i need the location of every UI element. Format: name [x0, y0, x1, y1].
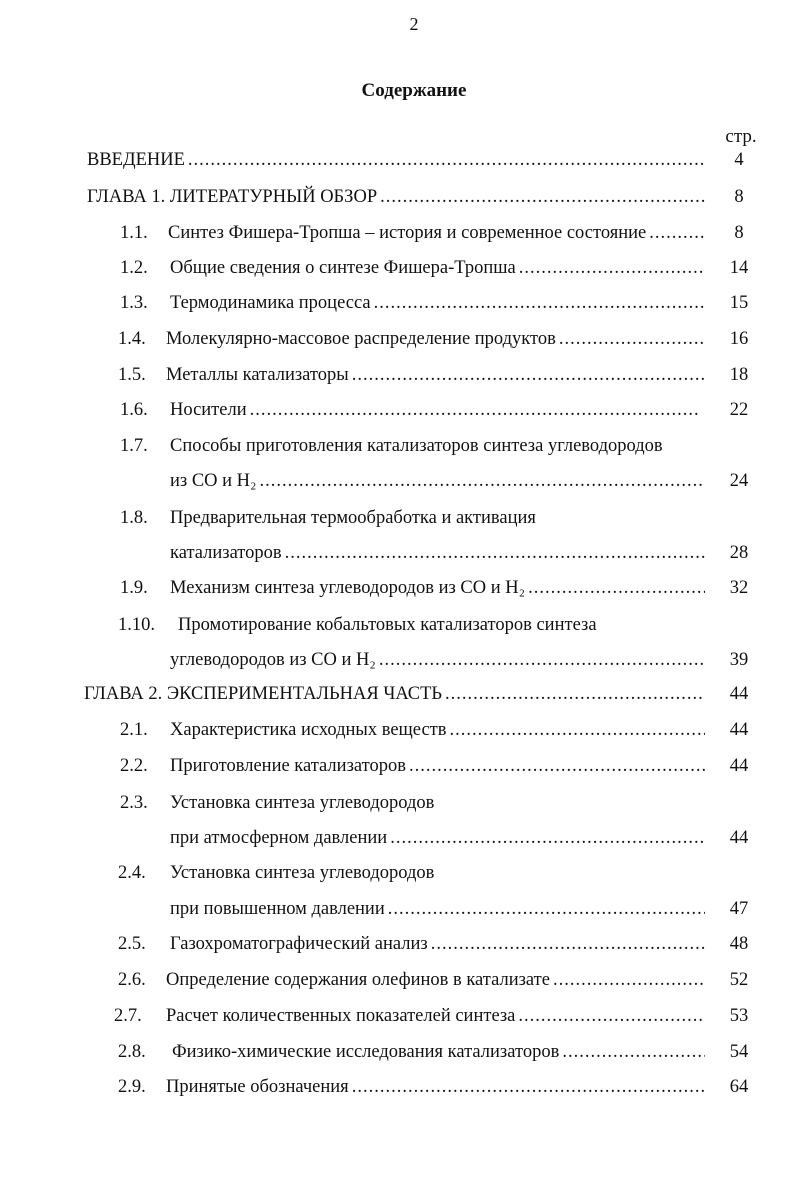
toc-entry-title: Установка синтеза углеводородов: [170, 863, 435, 883]
toc-entry-page: 16: [729, 329, 749, 349]
dot-leader: [409, 753, 705, 779]
toc-entry-number: 1.1.: [120, 223, 148, 243]
toc-entry-page: 64: [729, 1077, 749, 1097]
toc-entry-title: Промотирование кобальтовых катализаторов синтеза: [178, 615, 597, 635]
toc-entry-number: 1.10.: [118, 615, 155, 635]
toc-entry-title: Характеристика исходных веществ: [170, 720, 447, 740]
dot-leader: [188, 147, 705, 173]
toc-entry-title: Механизм синтеза углеводородов из СО и H₂: [170, 578, 526, 598]
toc-entry-number: 2.6.: [118, 970, 146, 990]
toc-entry-title: ВВЕДЕНИЕ: [87, 150, 185, 170]
dot-leader: [380, 184, 705, 210]
toc-entry-page: 44: [729, 684, 749, 704]
page-column-header: стр.: [725, 126, 757, 147]
toc-entry-page: 22: [729, 400, 749, 420]
dot-leader: [260, 468, 706, 494]
toc-entry-title: Установка синтеза углеводородов: [170, 793, 435, 813]
toc-entry-number: 1.3.: [120, 293, 148, 313]
toc-entry-page: 4: [734, 150, 744, 170]
toc-entry-title: Металлы катализаторы: [166, 365, 349, 385]
toc-entry-page: 47: [729, 899, 749, 919]
toc-entry-title: Носители: [170, 400, 247, 420]
toc-entry-page: 44: [729, 828, 749, 848]
toc-entry-title: Физико-химические исследования катализаторов: [172, 1042, 560, 1062]
toc-entry-title-continued: катализаторов: [170, 543, 282, 563]
dot-leader: [379, 647, 705, 673]
toc-entry-number: 1.5.: [118, 365, 146, 385]
toc-entry-title-continued: при повышенном давлении: [170, 899, 385, 919]
toc-entry-number: 1.9.: [120, 578, 148, 598]
dot-leader: [553, 967, 705, 993]
toc-entry-number: 2.2.: [120, 756, 148, 776]
toc-entry-number: 2.7.: [114, 1006, 142, 1026]
toc-entry-page: 28: [729, 543, 749, 563]
dot-leader: [528, 575, 705, 601]
toc-entry-title: Термодинамика процесса: [170, 293, 371, 313]
toc-entry-title: Приготовление катализаторов: [170, 756, 406, 776]
toc-entry-title: ГЛАВА 2. ЭКСПЕРИМЕНТАЛЬНАЯ ЧАСТЬ: [84, 684, 443, 704]
toc-entry-page: 8: [734, 187, 744, 207]
dot-leader: [285, 540, 705, 566]
dot-leader: [450, 717, 706, 743]
toc-entry-page: 53: [729, 1006, 749, 1026]
toc-entry-page: 15: [729, 293, 749, 313]
dot-leader: [519, 255, 705, 281]
dot-leader: [374, 290, 705, 316]
page-number: 2: [409, 14, 419, 34]
dot-leader: [390, 825, 705, 851]
toc-entry-page: 24: [729, 471, 749, 491]
toc-entry-page: 44: [729, 720, 749, 740]
toc-entry-title: Принятые обозначения: [166, 1077, 349, 1097]
dot-leader: [649, 220, 705, 246]
toc-entry-page: 8: [734, 223, 744, 243]
page-title: Содержание: [361, 80, 467, 101]
dot-leader: [431, 931, 705, 957]
toc-entry-number: 1.4.: [118, 329, 146, 349]
toc-entry-page: 54: [729, 1042, 749, 1062]
toc-entry-number: 1.6.: [120, 400, 148, 420]
toc-entry-title: Расчет количественных показателей синтеза: [166, 1006, 516, 1026]
toc-entry-page: 52: [729, 970, 749, 990]
toc-entry-number: 2.3.: [120, 793, 148, 813]
toc-entry-title: Синтез Фишера-Тропша – история и современное состояние: [168, 223, 647, 243]
toc-entry-title: Способы приготовления катализаторов синтеза углеводородов: [170, 436, 663, 456]
dot-leader: [562, 1039, 705, 1065]
dot-leader: [250, 397, 700, 423]
dot-leader: [352, 362, 705, 388]
toc-entry-number: 2.5.: [118, 934, 146, 954]
toc-entry-page: 44: [729, 756, 749, 776]
dot-leader: [559, 326, 705, 352]
toc-entry-title: Предварительная термообработка и активация: [170, 508, 536, 528]
dot-leader: [352, 1074, 705, 1100]
toc-entry-number: 1.8.: [120, 508, 148, 528]
toc-entry-title-continued: при атмосферном давлении: [170, 828, 388, 848]
toc-entry-number: 2.9.: [118, 1077, 146, 1097]
dot-leader: [518, 1003, 705, 1029]
dot-leader: [388, 896, 705, 922]
toc-entry-title: ГЛАВА 1. ЛИТЕРАТУРНЫЙ ОБЗОР: [87, 187, 378, 207]
toc-entry-title: Молекулярно-массовое распределение продуктов: [166, 329, 556, 349]
toc-entry-page: 48: [729, 934, 749, 954]
toc-entry-number: 1.2.: [120, 258, 148, 278]
dot-leader: [445, 681, 705, 707]
toc-entry-title: Общие сведения о синтезе Фишера-Тропша: [170, 258, 516, 278]
toc-entry-page: 39: [729, 650, 749, 670]
toc-entry-title-continued: из СО и H₂: [170, 471, 257, 491]
toc-entry-title: Газохроматографический анализ: [170, 934, 428, 954]
toc-entry-number: 2.8.: [118, 1042, 146, 1062]
toc-entry-page: 32: [729, 578, 749, 598]
toc-entry-number: 2.4.: [118, 863, 146, 883]
toc-entry-page: 18: [729, 365, 749, 385]
toc-entry-title-continued: углеводородов из СО и H₂: [170, 650, 376, 670]
toc-entry-number: 2.1.: [120, 720, 148, 740]
toc-entry-number: 1.7.: [120, 436, 148, 456]
toc-entry-page: 14: [729, 258, 749, 278]
toc-entry-title: Определение содержания олефинов в катализате: [166, 970, 550, 990]
